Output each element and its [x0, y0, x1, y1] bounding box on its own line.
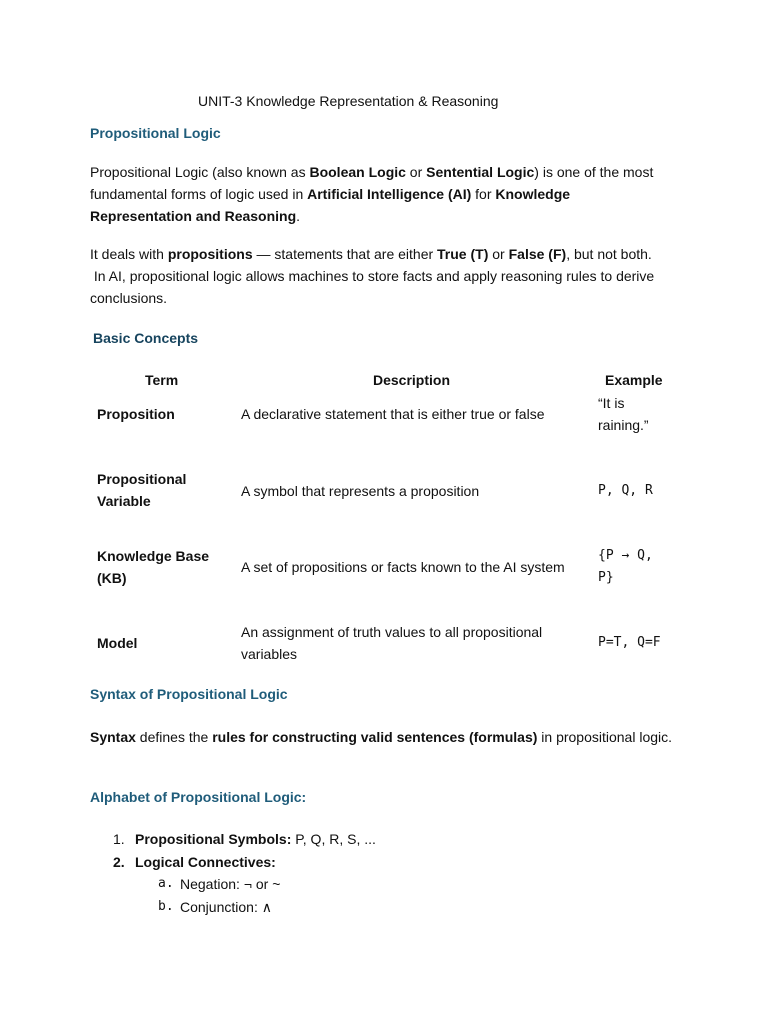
bold-term: Knowledge Representation and Reasoning	[90, 186, 571, 224]
list-number: 1.	[113, 831, 125, 847]
table-cell-description: A declarative statement that is either true or false	[241, 406, 545, 422]
bold-term: rules for constructing valid sentences (formulas)	[212, 729, 538, 745]
text-run: ) is one of the most fundamental forms of logic used in	[90, 164, 654, 202]
bold-term: Syntax	[90, 729, 136, 745]
text-run: in propositional logic.	[537, 729, 673, 745]
table-cell-example: P=T, Q=F	[598, 635, 661, 650]
table-header-description: Description	[373, 372, 451, 388]
sub-list-item	[113, 896, 376, 919]
alphabet-list	[113, 828, 376, 918]
list-item	[113, 828, 376, 851]
table-cell-term: Knowledge Base (KB)	[97, 548, 210, 586]
text-run: for	[471, 186, 496, 202]
intro-paragraph	[90, 161, 675, 227]
table-cell-description: An assignment of truth values to all propositional variables	[241, 624, 543, 662]
table-cell-description: A symbol that represents a proposition	[241, 483, 480, 499]
table-cell-term: Model	[97, 635, 138, 651]
text-run: defines the	[135, 729, 213, 745]
table-header-term: Term	[145, 372, 179, 388]
text-run: Propositional Logic (also known as	[90, 164, 310, 180]
text-run: or	[405, 164, 427, 180]
bold-term: Sentential Logic	[426, 164, 535, 180]
text-run: It deals with	[90, 246, 168, 262]
text-run: In AI, propositional logic allows machines to store facts and apply reasoning rules to derive conclusions.	[90, 268, 655, 306]
list-number: 2.	[113, 853, 125, 870]
list-item-label: Logical Connectives:	[135, 853, 276, 870]
section-heading-basic-concepts: Basic Concepts	[93, 330, 199, 346]
bold-term: False (F)	[508, 246, 567, 262]
section-heading-propositional-logic: Propositional Logic	[90, 125, 221, 141]
section-heading-syntax: Syntax of Propositional Logic	[90, 686, 288, 702]
list-item-label: Propositional Symbols:	[135, 831, 292, 847]
section-heading-alphabet: Alphabet of Propositional Logic:	[90, 789, 307, 805]
table-header-example: Example	[605, 372, 663, 388]
bold-term: True (T)	[437, 246, 489, 262]
sub-list-text: Conjunction: ∧	[180, 898, 272, 915]
sub-list-text: Negation: ¬ or ~	[180, 876, 281, 892]
bold-term: Artificial Intelligence (AI)	[307, 186, 472, 202]
list-item-text: P, Q, R, S, ...	[291, 831, 376, 847]
list-item	[113, 851, 376, 874]
sub-list-letter: a.	[158, 876, 174, 891]
text-run: .	[296, 208, 301, 224]
sub-list-letter: b.	[158, 898, 174, 914]
sub-list-item	[113, 873, 376, 896]
bold-term: Boolean Logic	[309, 164, 406, 180]
table-cell-example: P, Q, R	[598, 483, 653, 498]
text-run: , but not both.	[566, 246, 652, 262]
table-cell-term: Propositional Variable	[97, 471, 187, 509]
text-run: or	[488, 246, 509, 262]
table-cell-example: {P → Q, P}	[598, 548, 653, 585]
text-run: — statements that are either	[252, 246, 438, 262]
syntax-paragraph	[90, 726, 675, 748]
propositions-paragraph	[90, 243, 675, 309]
table-cell-description: A set of propositions or facts known to the AI system	[241, 559, 565, 575]
bold-term: propositions	[167, 246, 253, 262]
unit-title: UNIT-3 Knowledge Representation & Reasoning	[198, 93, 499, 109]
table-cell-term: Proposition	[97, 406, 175, 422]
table-cell-example: “It is raining.”	[598, 395, 649, 433]
